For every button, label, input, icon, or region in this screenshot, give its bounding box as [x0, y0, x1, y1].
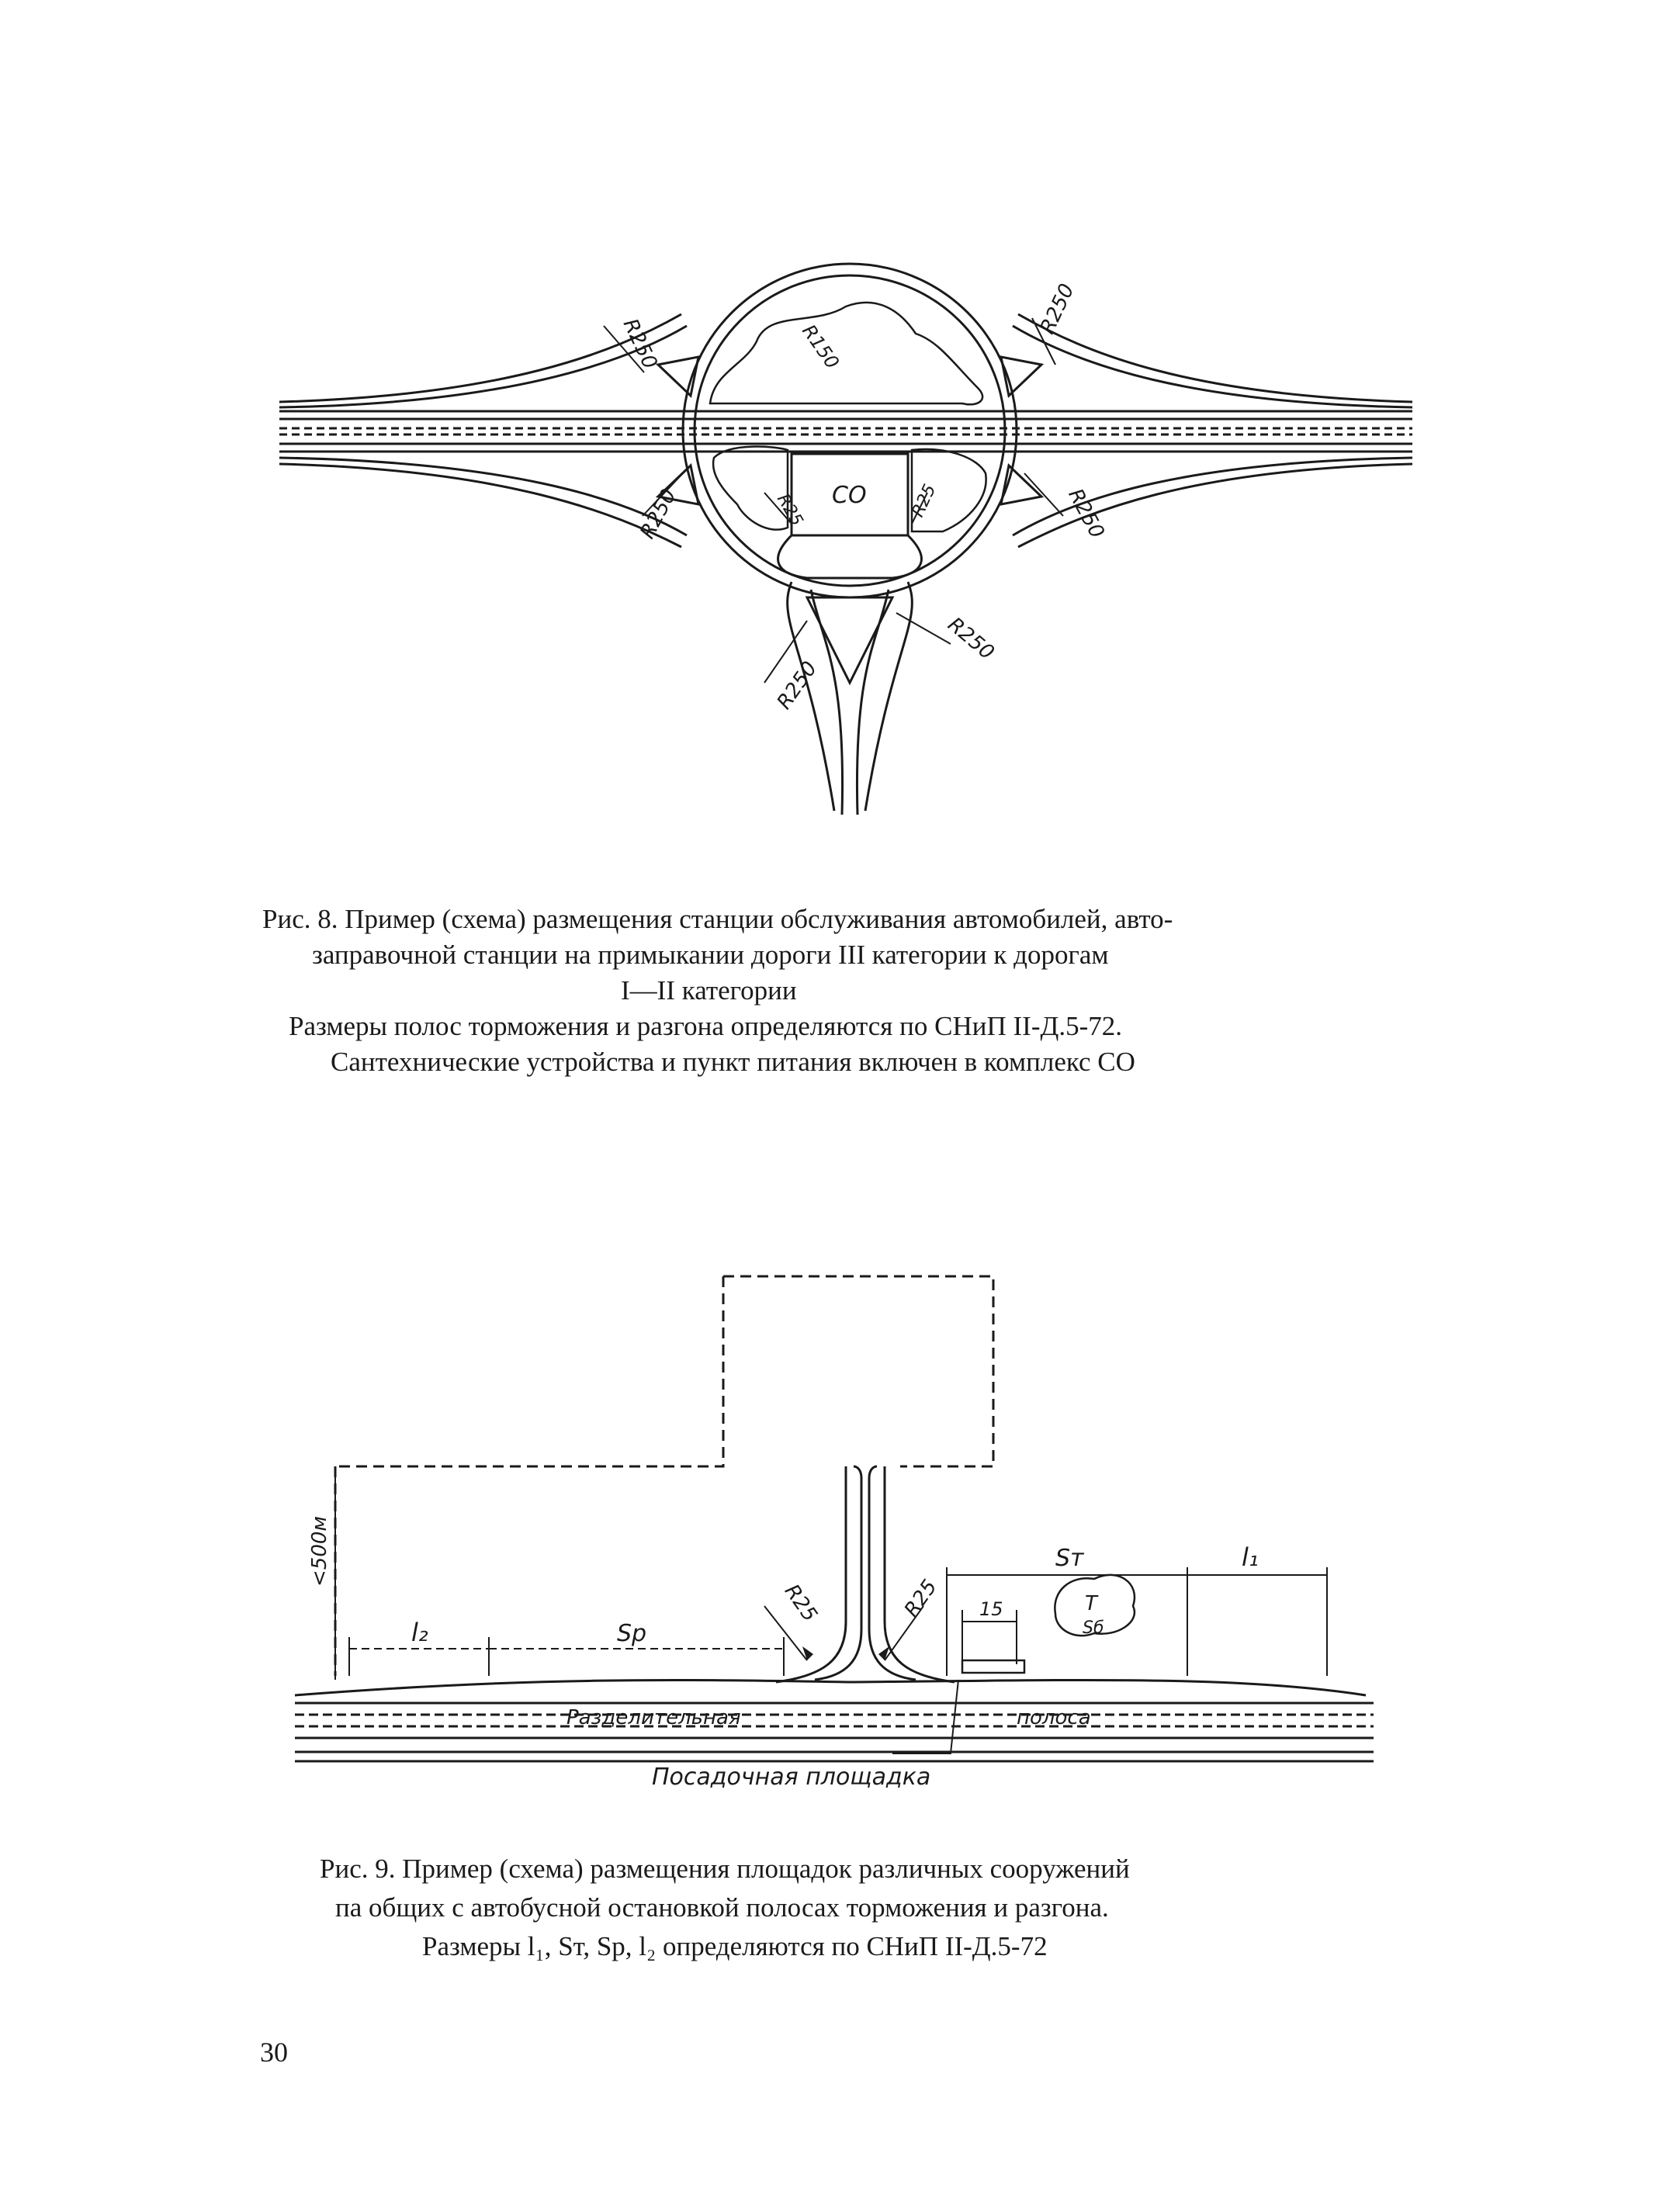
- figure-9-diagram: [0, 1257, 1670, 1816]
- label-sp: Sр: [617, 1620, 647, 1647]
- loop-outer: [683, 264, 1017, 597]
- label-r250-mid-left: R250: [636, 485, 681, 543]
- label-divider: Разделительная: [566, 1706, 741, 1729]
- access-road: [815, 1466, 861, 1680]
- label-t: T: [1085, 1592, 1097, 1615]
- label-r250-top-left: R250: [618, 315, 662, 373]
- label-l1: l₁: [1242, 1542, 1259, 1572]
- label-r250-low-left: R250: [772, 657, 823, 714]
- caption-line: I—II категории: [621, 975, 797, 1006]
- access-road-left-edge: [776, 1466, 846, 1682]
- label-st: Sт: [1055, 1545, 1084, 1572]
- ramp-bottom-left: [279, 458, 687, 535]
- caption-line: Размеры l₁, Sт, Sр, l₂ определяются по СНиП II-Д.5-72: [422, 1931, 1048, 1961]
- figure-8-caption: [0, 902, 1670, 1080]
- label-l2: l₂: [411, 1618, 428, 1647]
- label-r25-left: R25: [772, 490, 807, 530]
- access-road-right-edge: [885, 1466, 955, 1682]
- label-r150: R150: [798, 320, 844, 373]
- caption-line: Размеры полос торможения и разгона определяются по СНиП II-Д.5-72.: [289, 1011, 1123, 1041]
- label-r25-left: R25: [779, 1580, 822, 1626]
- ramp-top-right: [1018, 314, 1412, 402]
- caption-line: заправочной станции на примыкании дороги III категории к дорогам: [312, 940, 1109, 970]
- approach-road: [865, 582, 912, 811]
- label-r25-right: R25: [908, 481, 941, 521]
- greenery-bottom: [713, 447, 788, 530]
- label-r250-top-right: R250: [1035, 280, 1079, 338]
- loop-inner: [695, 275, 1005, 586]
- label-r250-mid-right: R250: [1063, 485, 1109, 542]
- label-sb: Sб: [1083, 1618, 1104, 1638]
- label-r250-low-right: R250: [943, 613, 999, 665]
- figure-8-diagram: [0, 0, 1670, 853]
- label-co: CO: [832, 482, 867, 509]
- label-polosa: полоса: [1017, 1706, 1091, 1729]
- caption-line: Рис. 8. Пример (схема) размещения станции обслуживания автомобилей, авто-: [262, 904, 1173, 934]
- label-landing: Посадочная площадка: [652, 1764, 931, 1791]
- label-r25-right: R25: [899, 1575, 942, 1622]
- road-edge: [295, 1680, 1366, 1695]
- label-dim-500: <500м: [308, 1515, 331, 1587]
- figure-9-caption: [0, 1850, 1670, 1966]
- greenery-top: [710, 303, 982, 404]
- bus-platform: [962, 1660, 1024, 1673]
- building-outline: [723, 1276, 993, 1466]
- caption-line: Рис. 9. Пример (схема) размещения площадок различных сооружений: [320, 1854, 1130, 1884]
- caption-line: па общих с автобусной остановкой полосах торможения и разгона.: [335, 1892, 1109, 1923]
- caption-line: Сантехнические устройства и пункт питания включен в комплекс СО: [331, 1047, 1135, 1077]
- building-outline: [335, 1276, 723, 1466]
- label-15: 15: [979, 1598, 1003, 1620]
- approach-road: [857, 590, 889, 815]
- page-number: 30: [260, 2037, 288, 2068]
- co-loop: [778, 535, 922, 578]
- approach-road: [811, 590, 843, 815]
- ramp-top-right: [1013, 326, 1412, 407]
- access-road: [869, 1466, 916, 1680]
